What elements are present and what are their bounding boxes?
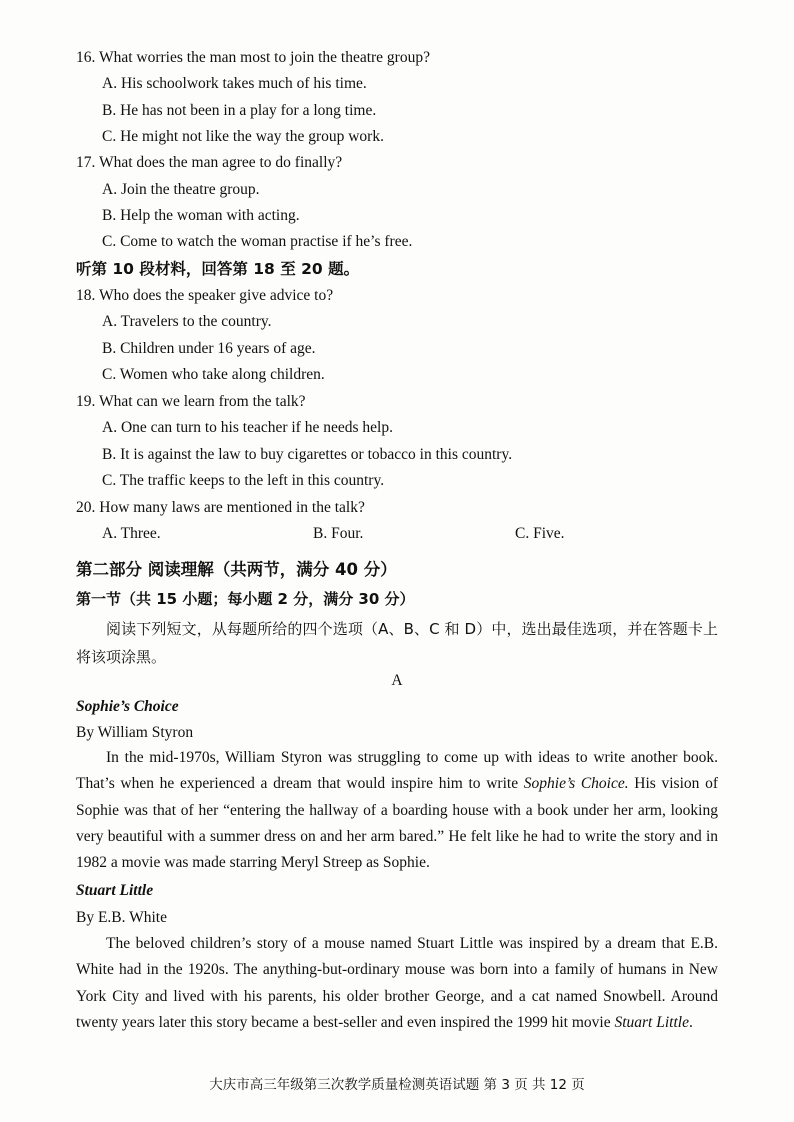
page-footer: 大庆市高三年级第三次教学质量检测英语试题 第 3 页 共 12 页	[209, 1077, 585, 1093]
question-16-stem: 16. What worries the man most to join the theatre group?	[76, 49, 430, 66]
question-18-stem: 18. Who does the speaker give advice to?	[76, 287, 334, 304]
question-19-stem: 19. What can we learn from the talk?	[76, 393, 306, 410]
question-20-option-b: B. Four.	[313, 525, 364, 542]
question-19-option-b: B. It is against the law to buy cigarettes or tobacco in this country.	[102, 446, 513, 463]
reading-instruction-text: 阅读下列短文，从每题所给的四个选项（A、B、C 和 D）中，选出最佳选项，并在答题卡上将该项涂黑。	[76, 620, 718, 666]
question-19-option-a: A. One can turn to his teacher if he needs help.	[102, 419, 393, 436]
book1-text-rest: His vision of Sophie was that of her “entering the hallway of a boarding house with a book under her arm, looking very beautiful with a summer dress on and her arm bared.” He felt like he had to write the story and in 1982 a movie was made starring Meryl Streep as Sophie.	[76, 775, 718, 872]
question-18-option-a: A. Travelers to the country.	[102, 313, 272, 330]
question-16-option-c: C. He might not like the way the group work.	[102, 128, 384, 145]
book-title-stuart-little: Stuart Little	[76, 882, 154, 899]
question-16-option-b: B. He has not been in a play for a long time.	[102, 102, 377, 119]
question-17-option-c: C. Come to watch the woman practise if he’s free.	[102, 233, 413, 250]
book1-italic-title: Sophie’s Choice.	[523, 775, 629, 793]
book-title-sophies-choice: Sophie’s Choice	[76, 698, 179, 715]
book-author-styron: By William Styron	[76, 724, 194, 741]
passage-label: A	[391, 672, 403, 689]
book1-text: In the mid-1970s, William Styron was struggling to come up with ideas to write another book. That’s when he experienced a dream that would inspire him to write	[76, 749, 718, 793]
book2-text-end: .	[688, 1013, 693, 1031]
question-16-option-a: A. His schoolwork takes much of his time.	[102, 75, 367, 92]
book1-paragraph	[76, 745, 718, 876]
reading-instruction	[76, 615, 718, 671]
section-one-title: 第一节（共 15 小题；每小题 2 分，满分 30 分）	[76, 590, 415, 608]
book-author-white: By E.B. White	[76, 909, 167, 926]
question-19-option-c: C. The traffic keeps to the left in this country.	[102, 472, 385, 489]
book2-text: The beloved children’s story of a mouse named Stuart Little was inspired by a dream that E.B. White had in the 1920s. The anything-but-ordinary mouse was born into a family of humans in New York City and lived with his parents, his older brother George, and a cat named Snowbell. Around twenty years later this story became a best-seller and even inspired the 1999 hit movie	[76, 935, 718, 1031]
question-20-option-c: C. Five.	[515, 525, 565, 542]
book2-paragraph	[76, 931, 718, 1036]
question-17-option-a: A. Join the theatre group.	[102, 181, 260, 198]
book2-italic-title: Stuart Little	[614, 1013, 689, 1031]
question-18-option-b: B. Children under 16 years of age.	[102, 340, 316, 357]
listening-instruction-10: 听第 10 段材料，回答第 18 至 20 题。	[76, 260, 360, 278]
question-17-stem: 17. What does the man agree to do finally?	[76, 154, 343, 171]
question-20-stem: 20. How many laws are mentioned in the talk?	[76, 499, 365, 516]
question-20-option-a: A. Three.	[102, 525, 161, 542]
question-18-option-c: C. Women who take along children.	[102, 366, 325, 383]
part-two-title: 第二部分 阅读理解（共两节，满分 40 分）	[76, 560, 397, 579]
question-17-option-b: B. Help the woman with acting.	[102, 207, 300, 224]
